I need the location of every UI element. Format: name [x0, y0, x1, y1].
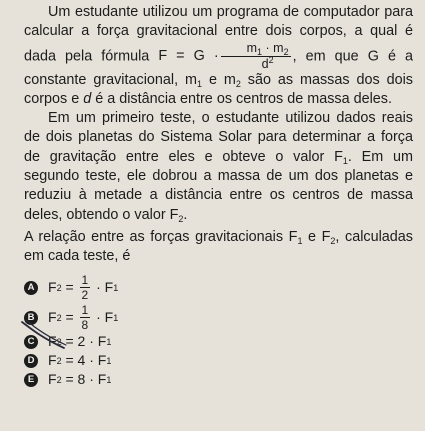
statement-text: Um estudante utilizou um programa de computador para calcular a força gravitacional entre dois corpos, a qual é dada pela fórmula	[24, 4, 413, 64]
statement-paragraph-2: Em um primeiro teste, o estudante utilizou dados reais de dois planetas do Sistema Solar para determinar a força de gravitação entre eles e obteve o valor $F_1$. Em um segundo teste, ele dobrou a massa de um dos planetas e reduziu à metade a distância entre os centros de massa deles, obtendo o valor $F_2$.	[24, 110, 413, 224]
option-d[interactable]	[24, 352, 413, 371]
answer-options	[24, 273, 413, 390]
statement-text: constante gravitacional, m	[24, 71, 198, 88]
prompt-text: A relação entre as forças gravitacionais F	[24, 228, 298, 245]
formula-numerator: $m_1 \cdot m_2$	[221, 42, 291, 57]
option-d-badge: D	[24, 354, 38, 368]
option-e-expression: F 2 = 8 · F 1	[48, 371, 112, 388]
option-a[interactable]	[24, 273, 413, 303]
formula-lhs: F = G ·	[158, 47, 219, 64]
option-e[interactable]	[24, 371, 413, 390]
option-c-badge: C	[24, 335, 38, 349]
distance-symbol: d	[83, 90, 92, 107]
statement-text: Em um primeiro teste, o estudante utilizou dados reais de dois planetas do Sistema Solar para determinar a força de gravitação entre eles e obteve o valor F	[24, 110, 413, 165]
option-a-badge: A	[24, 281, 38, 295]
gravitation-formula	[158, 40, 292, 71]
statement-text: , em que G é a	[292, 47, 413, 64]
option-c[interactable]	[24, 333, 413, 352]
option-b-badge: B	[24, 311, 38, 325]
option-b-expression: F 2 = $\frac{1}{8}$ · F 1	[48, 303, 119, 333]
question-prompt: A relação entre as forças gravitacionais $F_1$ e $F_2$, calculadas em cada teste, é	[24, 228, 413, 265]
option-c-expression: F 2 = 2 · F 1	[48, 333, 112, 350]
option-a-expression: F 2 = $\frac{1}{2}$ · F 1	[48, 273, 119, 303]
formula-denominator: $d^2$	[261, 54, 274, 71]
option-d-expression: F 2 = 4 · F 1	[48, 352, 112, 369]
statement-paragraph-1: Um estudante utilizou um programa de computador para calcular a força gravitacional entre dois corpos, a qual é dada pela fórmula F = G · $\frac{m_1 \cdot m_2}{d^2}$ , em que G é a constante gravitacional, $m_1$ e $m_2$ são as massas dos dois corpos e d é a distância entre os centros de massa deles.	[24, 4, 413, 107]
option-b[interactable]	[24, 303, 413, 333]
option-e-badge: E	[24, 373, 38, 387]
formula-fraction	[221, 42, 291, 71]
